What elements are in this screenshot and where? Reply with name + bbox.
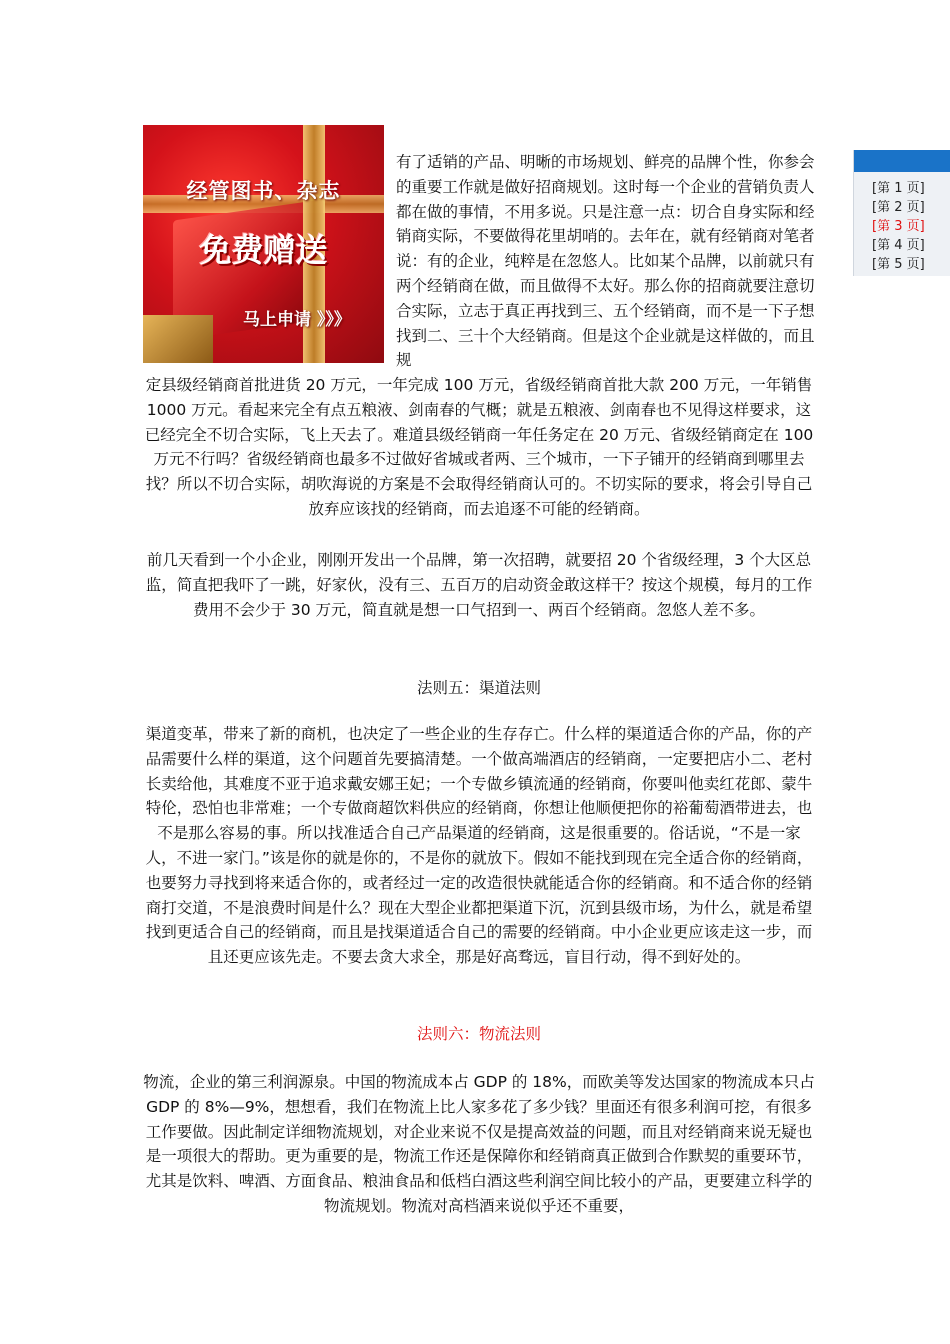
ad-headline: 经管图书、杂志	[186, 179, 341, 203]
page-navigator-header	[854, 150, 950, 172]
gift-box-image	[143, 315, 213, 363]
ad-promo-text: 免费赠送	[199, 231, 328, 269]
paragraph-channel: 渠道变革，带来了新的商机，也决定了一些企业的生存存亡。什么样的渠道适合你的产品，你的产品需要什么样的渠道，这个问题首先要搞清楚。一个做高端酒店的经销商，一定要把店小二、老村长卖给他，其难度不亚于追求戴安娜王妃；一个专做乡镇流通的经销商，你要叫他卖红花郎、蒙牛特伦，恐怕也非常难；一个专做商超饮料供应的经销商，你想让他顺便把你的裕葡萄酒带进去，也不是那么容易的事。所以找准适合自己产品渠道的经销商，这是很重要的。俗话说，“不是一家人，不进一家门。”该是你的就是你的，不是你的就放下。假如不能找到现在完全适合你的经销商，也要努力寻找到将来适合你的，或者经过一定的改造很快就能适合你的经销商。和不适合你的经销商打交道，不是浪费时间是什么？现在大型企业都把渠道下沉，沉到县级市场，为什么，就是希望找到更适合自己的经销商，而且是找渠道适合自己的需要的经销商。中小企业更应该走这一步，而且还更应该先走。不要去贪大求全，那是好高骛远，盲目行动，得不到好处的。	[145, 725, 813, 967]
section-heading-5: 法则五：渠道法则	[416, 679, 541, 697]
page-navigator	[853, 150, 950, 276]
page-link-5[interactable]: [第 5 页]	[872, 257, 925, 272]
page-link-2[interactable]: [第 2 页]	[872, 200, 925, 215]
paragraph-intro-wrap: 有了适销的产品、明晰的市场规划、鲜亮的品牌个性，你参会的重要工作就是做好招商规划。这时每一个企业的营销负责人都在做的事情，不用多说。只是注意一点：切合自身实际和经销商实际，不要做得花里胡哨的。去年在，就有经销商对笔者说：有的企业，纯粹是在忽悠人。比如某个品牌，以前就只有两个经销商在做，而且做得不太好。那么你的招商就要注意切合实际，立志于真正再找到三、五个经销商，而不是一下子想找到二、三十个大经销商。但是这个企业就是这样做的，而且规	[396, 153, 815, 370]
ad-apply-link[interactable]: 马上申请 》》》	[243, 310, 351, 330]
page-link-4[interactable]: [第 4 页]	[872, 238, 925, 253]
section-heading-6: 法则六：物流法则	[416, 1025, 541, 1043]
paragraph-intro-cont: 定县级经销商首批进货 20 万元，一年完成 100 万元，省级经销商首批大款 200 万元，一年销售 1000 万元。看起来完全有点五粮液、剑南春的气概；就是五粮液、剑南春也不见得这样要求，这已经完全不切合实际，飞上天去了。难道县级经销商一年任务定在 20 万元、省级经销商定在 100 万元不行吗？省级经销商也最多不过做好省城或者两、三个城市，一下子铺开的经销商到哪里去找？所以不切合实际，胡吹海说的方案是不会取得经销商认可的。不切实际的要求，将会引导自己放弃应该找的经销商，而去追逐不可能的经销商。	[144, 376, 814, 518]
page-link-3[interactable]: [第 3 页]	[872, 219, 925, 234]
page-list	[854, 172, 950, 274]
paragraph-logistics: 物流，企业的第三利润源泉。中国的物流成本占 GDP 的 18%，而欧美等发达国家的物流成本只占 GDP 的 8%—9%，想想看，我们在物流上比人家多花了多少钱？里面还有很多利润可挖，有很多工作要做。因此制定详细物流规划，对企业来说不仅是提高效益的问题，而且对经销商来说无疑也是一项很大的帮助。更为重要的是，物流工作还是保障你和经销商真正做到合作默契的重要环节，尤其是饮料、啤酒、方面食品、粮油食品和低档白酒这些利润空间比较小的产品，更要建立科学的物流规划。物流对高档酒来说似乎还不重要，	[143, 1073, 815, 1215]
ad-banner[interactable]	[143, 125, 384, 363]
page-link-1[interactable]: [第 1 页]	[872, 181, 925, 196]
paragraph-example: 前几天看到一个小企业，刚刚开发出一个品牌，第一次招聘，就要招 20 个省级经理，3 个大区总监，简直把我吓了一跳，好家伙，没有三、五百万的启动资金敢这样干？按这个规模，每月的工作费用不会少于 30 万元，简直就是想一口气招到一、两百个经销商。忽悠人差不多。	[145, 551, 813, 619]
